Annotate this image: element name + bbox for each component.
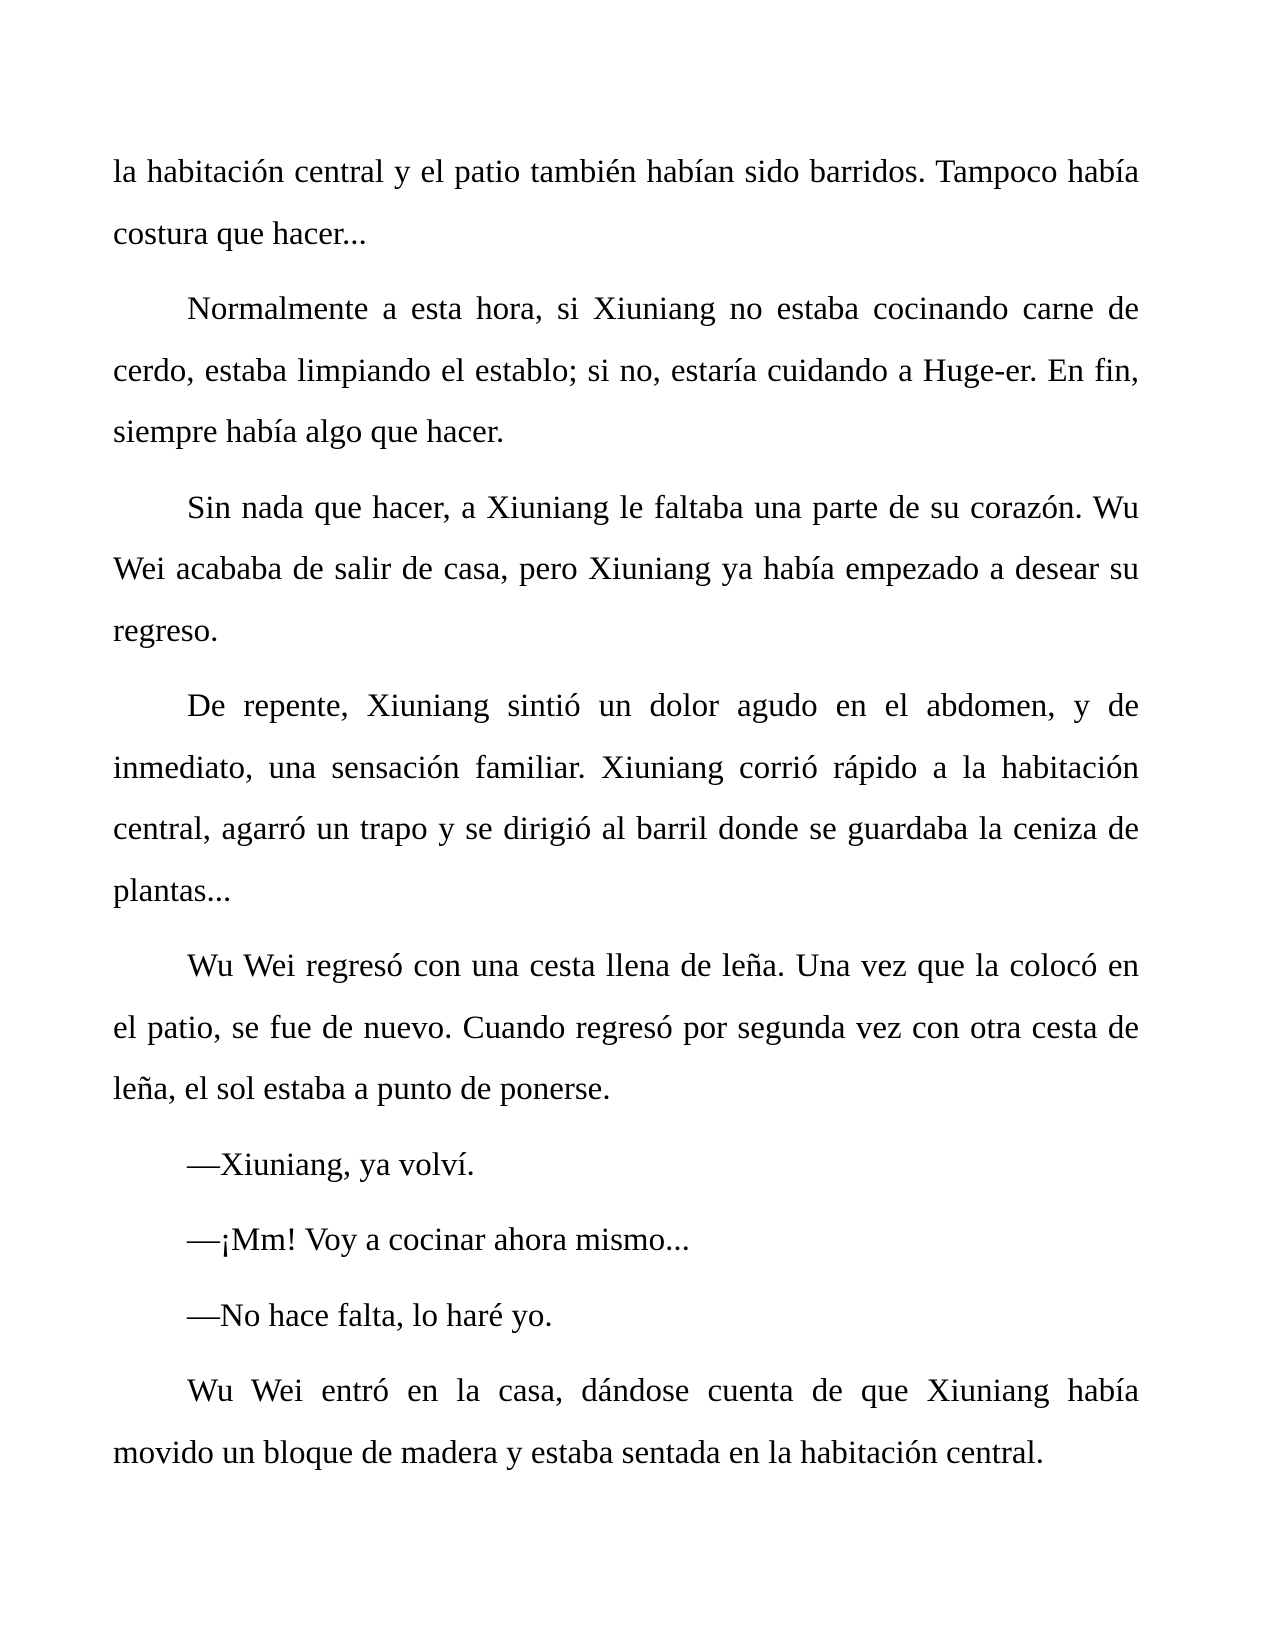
paragraph-3: Sin nada que hacer, a Xiuniang le faltaba una parte de su corazón. Wu Wei acababa de salir de casa, pero Xiuniang ya había empezado a desear su regreso. — [113, 489, 1139, 649]
paragraph-4: De repente, Xiuniang sintió un dolor agudo en el abdomen, y de inmediato, una sensación familiar. Xiuniang corrió rápido a la habitación central, agarró un trapo y se dirigió al barril donde se guardaba la ceniza de plantas... — [113, 688, 1139, 909]
document-page — [113, 142, 1139, 1484]
paragraph-5: Wu Wei regresó con una cesta llena de leña. Una vez que la colocó en el patio, se fue de nuevo. Cuando regresó por segunda vez con otra cesta de leña, el sol estaba a punto de ponerse. — [113, 948, 1139, 1107]
paragraph-9: Wu Wei entró en la casa, dándose cuenta de que Xiuniang había movido un bloque de madera y estaba sentada en la habitación central. — [113, 1373, 1139, 1471]
paragraph-2: Normalmente a esta hora, si Xiuniang no estaba cocinando carne de cerdo, estaba limpiando el establo; si no, estaría cuidando a Huge-er. En fin, siempre había algo que hacer. — [113, 291, 1139, 450]
dialogue-line-2: —¡Mm! Voy a cocinar ahora mismo... — [187, 1222, 690, 1258]
dialogue-line-1: —Xiuniang, ya volví. — [187, 1146, 475, 1183]
paragraph-1: la habitación central y el patio también habían sido barridos. Tampoco había costura que hacer... — [113, 154, 1139, 252]
dialogue-line-3: —No hace falta, lo haré yo. — [187, 1297, 553, 1334]
